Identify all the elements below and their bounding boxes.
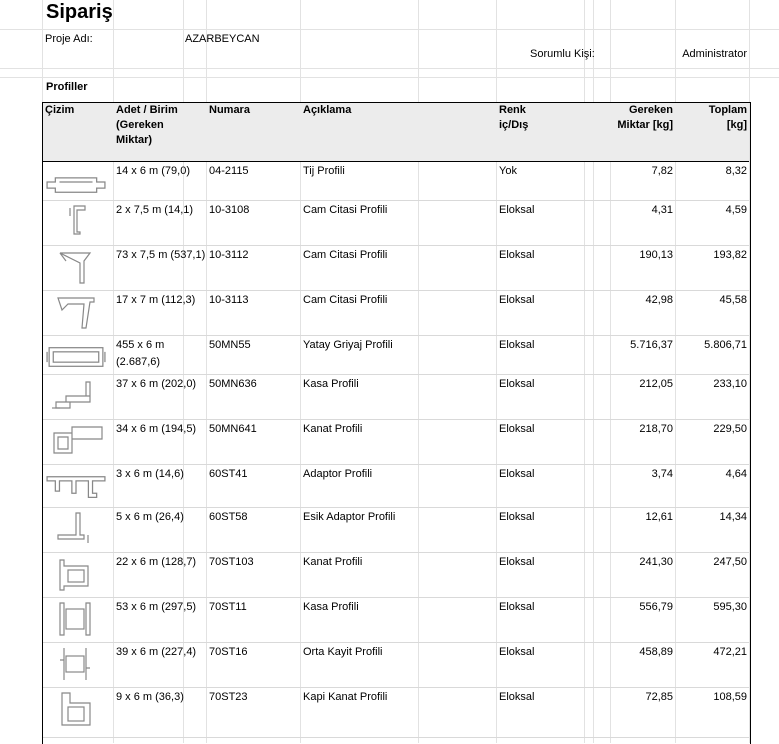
number-cell: 50MN636 [209, 378, 257, 390]
table-header [43, 103, 749, 162]
table-row [43, 374, 749, 420]
profile-drawing-icon [45, 165, 107, 201]
required-cell: 4,31 [651, 204, 673, 216]
quantity-cell: 53 x 6 m (297,5) [116, 601, 197, 613]
total-cell: 45,58 [719, 294, 747, 306]
quantity-cell: 5 x 6 m (26,4) [116, 511, 184, 523]
number-cell: 10-3113 [209, 294, 249, 306]
color-cell: Yok [499, 165, 517, 177]
table-row [43, 200, 749, 246]
column-header-drawing: Çizim [45, 104, 75, 116]
column-header-required: Gereken Miktar [kg] [617, 104, 673, 131]
column-header-description: Açıklama [303, 104, 352, 116]
grid-line [0, 29, 779, 30]
grid-line [0, 77, 779, 78]
total-cell: 247,50 [713, 556, 747, 568]
description-cell: Tij Profili [303, 165, 345, 177]
total-cell: 8,32 [725, 165, 747, 177]
number-cell: 70ST16 [209, 646, 248, 658]
quantity-cell: 34 x 6 m (194,5) [116, 423, 197, 435]
total-cell: 14,34 [719, 511, 747, 523]
total-cell: 193,82 [713, 249, 747, 261]
description-cell: Orta Kayit Profili [303, 646, 383, 658]
color-cell: Eloksal [499, 204, 535, 216]
profile-drawing-icon [45, 378, 107, 414]
project-value: AZARBEYCAN [185, 33, 260, 45]
profile-drawing-icon [45, 511, 107, 547]
description-cell: Esik Adaptor Profili [303, 511, 396, 523]
color-cell: Eloksal [499, 646, 535, 658]
page-title: Sipariş [46, 1, 113, 23]
color-cell: Eloksal [499, 601, 535, 613]
description-cell: Kasa Profili [303, 601, 359, 613]
description-cell: Kapi Kanat Profili [303, 691, 388, 703]
quantity-cell: 455 x 6 m (2.687,6) [116, 339, 165, 368]
color-cell: Eloksal [499, 294, 535, 306]
total-cell: 233,10 [713, 378, 747, 390]
table-row [43, 597, 749, 643]
color-cell: Eloksal [499, 691, 535, 703]
section-title: Profiller [46, 81, 88, 93]
color-cell: Eloksal [499, 378, 535, 390]
required-cell: 556,79 [639, 601, 673, 613]
description-cell: Cam Citasi Profili [303, 294, 388, 306]
description-cell: Adaptor Profili [303, 468, 373, 480]
quantity-cell: 3 x 6 m (14,6) [116, 468, 184, 480]
quantity-cell: 2 x 7,5 m (14,1) [116, 204, 194, 216]
description-cell: Cam Citasi Profili [303, 204, 388, 216]
profile-drawing-icon [45, 468, 107, 504]
required-cell: 212,05 [639, 378, 673, 390]
quantity-cell: 14 x 6 m (79,0) [116, 165, 190, 177]
quantity-cell: 17 x 7 m (112,3) [116, 294, 196, 306]
table-row [43, 507, 749, 553]
total-cell: 595,30 [713, 601, 747, 613]
number-cell: 60ST58 [209, 511, 248, 523]
number-cell: 50MN55 [209, 339, 251, 351]
table-row [43, 335, 749, 375]
required-cell: 458,89 [639, 646, 673, 658]
required-cell: 3,74 [651, 468, 673, 480]
quantity-cell: 22 x 6 m (128,7) [116, 556, 197, 568]
required-cell: 72,85 [645, 691, 673, 703]
table-row [43, 290, 749, 336]
color-cell: Eloksal [499, 423, 535, 435]
number-cell: 10-3108 [209, 204, 250, 216]
total-cell: 472,21 [713, 646, 747, 658]
color-cell: Eloksal [499, 249, 535, 261]
profile-drawing-icon [45, 556, 107, 592]
quantity-cell: 39 x 6 m (227,4) [116, 646, 197, 658]
required-cell: 5.716,37 [630, 339, 673, 351]
total-cell: 229,50 [713, 423, 747, 435]
responsible-label: Sorumlu Kişi: [530, 48, 595, 60]
number-cell: 60ST41 [209, 468, 248, 480]
profile-drawing-icon [45, 204, 107, 240]
profile-drawing-icon [45, 294, 107, 330]
profile-drawing-icon [45, 691, 107, 727]
description-cell: Cam Citasi Profili [303, 249, 388, 261]
profile-drawing-icon [45, 646, 107, 682]
color-cell: Eloksal [499, 556, 535, 568]
required-cell: 218,70 [639, 423, 673, 435]
table-row [43, 245, 749, 291]
number-cell: 50MN641 [209, 423, 257, 435]
required-cell: 42,98 [645, 294, 673, 306]
table-row [43, 419, 749, 465]
table-row [43, 464, 749, 508]
color-cell: Eloksal [499, 468, 535, 480]
description-cell: Kanat Profili [303, 423, 363, 435]
table-row [43, 552, 749, 598]
required-cell: 190,13 [639, 249, 673, 261]
profile-drawing-icon [45, 339, 107, 375]
profile-drawing-icon [45, 601, 107, 637]
number-cell: 70ST11 [209, 601, 247, 613]
quantity-cell: 73 x 7,5 m (537,1) [116, 249, 206, 261]
number-cell: 10-3112 [209, 249, 249, 261]
quantity-cell: 9 x 6 m (36,3) [116, 691, 184, 703]
number-cell: 70ST23 [209, 691, 248, 703]
total-cell: 5.806,71 [704, 339, 747, 351]
total-cell: 4,59 [725, 204, 747, 216]
table-row [43, 687, 749, 738]
project-label: Proje Adı: [45, 33, 93, 45]
total-cell: 108,59 [713, 691, 747, 703]
number-cell: 04-2115 [209, 165, 249, 177]
color-cell: Eloksal [499, 339, 535, 351]
required-cell: 7,82 [651, 165, 673, 177]
table-row [43, 161, 749, 201]
column-header-number: Numara [209, 104, 250, 116]
total-cell: 4,64 [725, 468, 747, 480]
required-cell: 241,30 [639, 556, 673, 568]
column-header-quantity: Adet / Birim (Gereken Miktar) [116, 104, 178, 146]
profile-drawing-icon [45, 423, 107, 459]
grid-line [0, 68, 779, 69]
description-cell: Kanat Profili [303, 556, 363, 568]
description-cell: Kasa Profili [303, 378, 359, 390]
column-header-color: Renk iç/Dış [499, 104, 529, 131]
number-cell: 70ST103 [209, 556, 254, 568]
responsible-value: Administrator [682, 48, 747, 60]
profile-drawing-icon [45, 249, 107, 285]
column-header-total: Toplam [kg] [708, 104, 747, 131]
color-cell: Eloksal [499, 511, 535, 523]
table-row [43, 642, 749, 688]
description-cell: Yatay Griyaj Profili [303, 339, 393, 351]
quantity-cell: 37 x 6 m (202,0) [116, 378, 197, 390]
required-cell: 12,61 [645, 511, 673, 523]
